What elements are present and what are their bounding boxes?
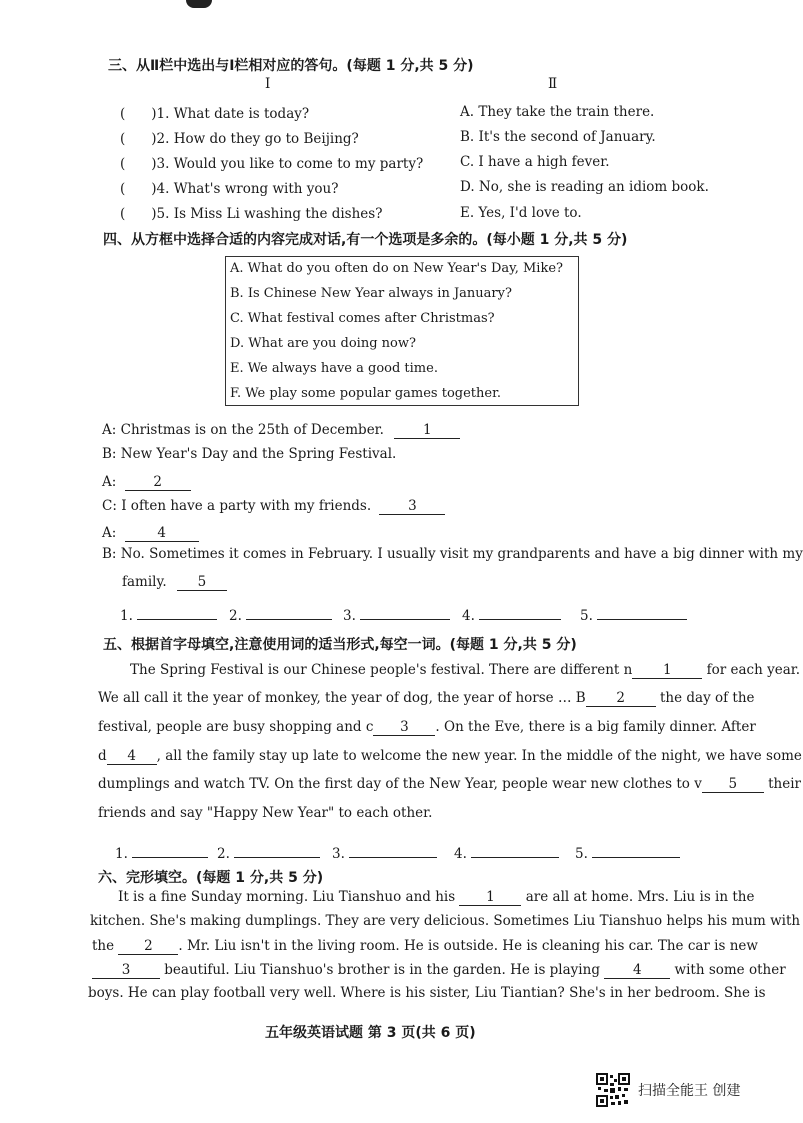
section4-heading: 四、从方框中选择合适的内容完成对话,有一个选项是多余的。(每小题 1 分,共 5 分) [103, 232, 628, 248]
box-option: E. We always have a good time. [230, 361, 438, 376]
passage-line: The Spring Festival is our Chinese people's festival. There are different n 1 for each year. [130, 662, 801, 678]
passage-line: dumplings and watch TV. On the first day of the New Year, people wear new clothes to v 5 their [98, 776, 802, 792]
answer-field[interactable]: 5. [575, 846, 680, 862]
answer-field[interactable]: 2. [217, 846, 320, 862]
blank[interactable]: 5 [702, 776, 764, 793]
dialog-line: B: No. Sometimes it comes in February. I usually visit my grandparents and have a big dinner with my [102, 546, 803, 562]
answer-field[interactable]: 1. [115, 846, 208, 862]
blank[interactable]: 2 [118, 938, 178, 955]
column-two-label: Ⅱ [548, 76, 558, 92]
blank[interactable]: 4 [107, 748, 157, 765]
passage-line: boys. He can play football very well. Where is his sister, Liu Tiantian? She's in her bedroom. She is [88, 985, 766, 1001]
dialog-line: C: I often have a party with my friends. 3 [102, 498, 445, 515]
page-footer: 五年级英语试题 第 3 页(共 6 页) [265, 1025, 476, 1041]
dialog-line: A: 4 [102, 525, 199, 542]
blank[interactable]: 2 [586, 690, 656, 707]
box-option: A. What do you often do on New Year's Day, Mike? [230, 261, 564, 276]
passage-line: 3 beautiful. Liu Tianshuo's brother is in the garden. He is playing 4 with some other [92, 962, 786, 979]
answer-option: C. I have a high fever. [460, 154, 610, 170]
blank[interactable]: 3 [373, 719, 435, 736]
section5-heading: 五、根据首字母填空,注意使用词的适当形式,每空一词。(每题 1 分,共 5 分) [103, 637, 577, 653]
answer-field[interactable]: 4. [454, 846, 559, 862]
answer-option: A. They take the train there. [460, 104, 655, 120]
qr-code-icon [596, 1073, 630, 1107]
answer-field[interactable]: 1. [120, 608, 217, 624]
blank[interactable]: 3 [92, 962, 160, 979]
answer-field[interactable]: 3. [343, 608, 450, 624]
passage-line: festival, people are busy shopping and c 3 . On the Eve, there is a big family dinner. After [98, 719, 756, 735]
blank[interactable]: 4 [125, 525, 199, 542]
blank[interactable]: 5 [177, 574, 227, 591]
scan-artifact [186, 0, 212, 8]
box-option: B. Is Chinese New Year always in January? [230, 286, 512, 301]
blank[interactable]: 1 [459, 889, 521, 906]
question-row: ( )1. What date is today? [120, 106, 310, 122]
blank[interactable]: 1 [394, 422, 460, 439]
dialog-line: A: 2 [102, 474, 191, 491]
passage-line: kitchen. She's making dumplings. They are very delicious. Sometimes Liu Tianshuo helps his mum with [90, 913, 801, 929]
question-row: ( )5. Is Miss Li washing the dishes? [120, 206, 383, 222]
section3-heading: 三、从Ⅱ栏中选出与Ⅰ栏相对应的答句。(每题 1 分,共 5 分) [108, 58, 474, 74]
passage-line: We all call it the year of monkey, the year of dog, the year of horse … B 2 the day of the [98, 690, 755, 706]
box-option: D. What are you doing now? [230, 336, 416, 351]
answer-option: D. No, she is reading an idiom book. [460, 179, 709, 195]
dialog-line: A: Christmas is on the 25th of December. 1 [102, 422, 460, 439]
answer-field[interactable]: 4. [462, 608, 561, 624]
box-option: F. We play some popular games together. [230, 386, 502, 401]
passage-line: It is a fine Sunday morning. Liu Tianshuo and his 1 are all at home. Mrs. Liu is in the [118, 889, 755, 905]
box-option: C. What festival comes after Christmas? [230, 311, 495, 326]
section6-heading: 六、完形填空。(每题 1 分,共 5 分) [98, 870, 324, 886]
question-row: ( )4. What's wrong with you? [120, 181, 339, 197]
blank[interactable]: 4 [604, 962, 670, 979]
blank[interactable]: 3 [379, 498, 445, 515]
answer-option: B. It's the second of January. [460, 129, 656, 145]
column-one-label: Ⅰ [265, 76, 271, 92]
blank[interactable]: 2 [125, 474, 191, 491]
question-row: ( )2. How do they go to Beijing? [120, 131, 359, 147]
dialog-line: B: New Year's Day and the Spring Festival. [102, 446, 397, 462]
options-box [225, 256, 579, 406]
scanner-watermark: 扫描全能王 创建 [638, 1083, 741, 1099]
passage-line: the 2 . Mr. Liu isn't in the living room. He is outside. He is cleaning his car. The car is new [92, 938, 758, 954]
answer-field[interactable]: 3. [332, 846, 437, 862]
answer-field[interactable]: 5. [580, 608, 687, 624]
passage-line: friends and say "Happy New Year" to each other. [98, 805, 433, 821]
blank[interactable]: 1 [632, 662, 702, 679]
dialog-line: family. 5 [122, 574, 227, 591]
passage-line: d 4 , all the family stay up late to welcome the new year. In the middle of the night, we have some [98, 748, 802, 764]
answer-field[interactable]: 2. [229, 608, 332, 624]
answer-option: E. Yes, I'd love to. [460, 205, 582, 221]
question-row: ( )3. Would you like to come to my party? [120, 156, 424, 172]
